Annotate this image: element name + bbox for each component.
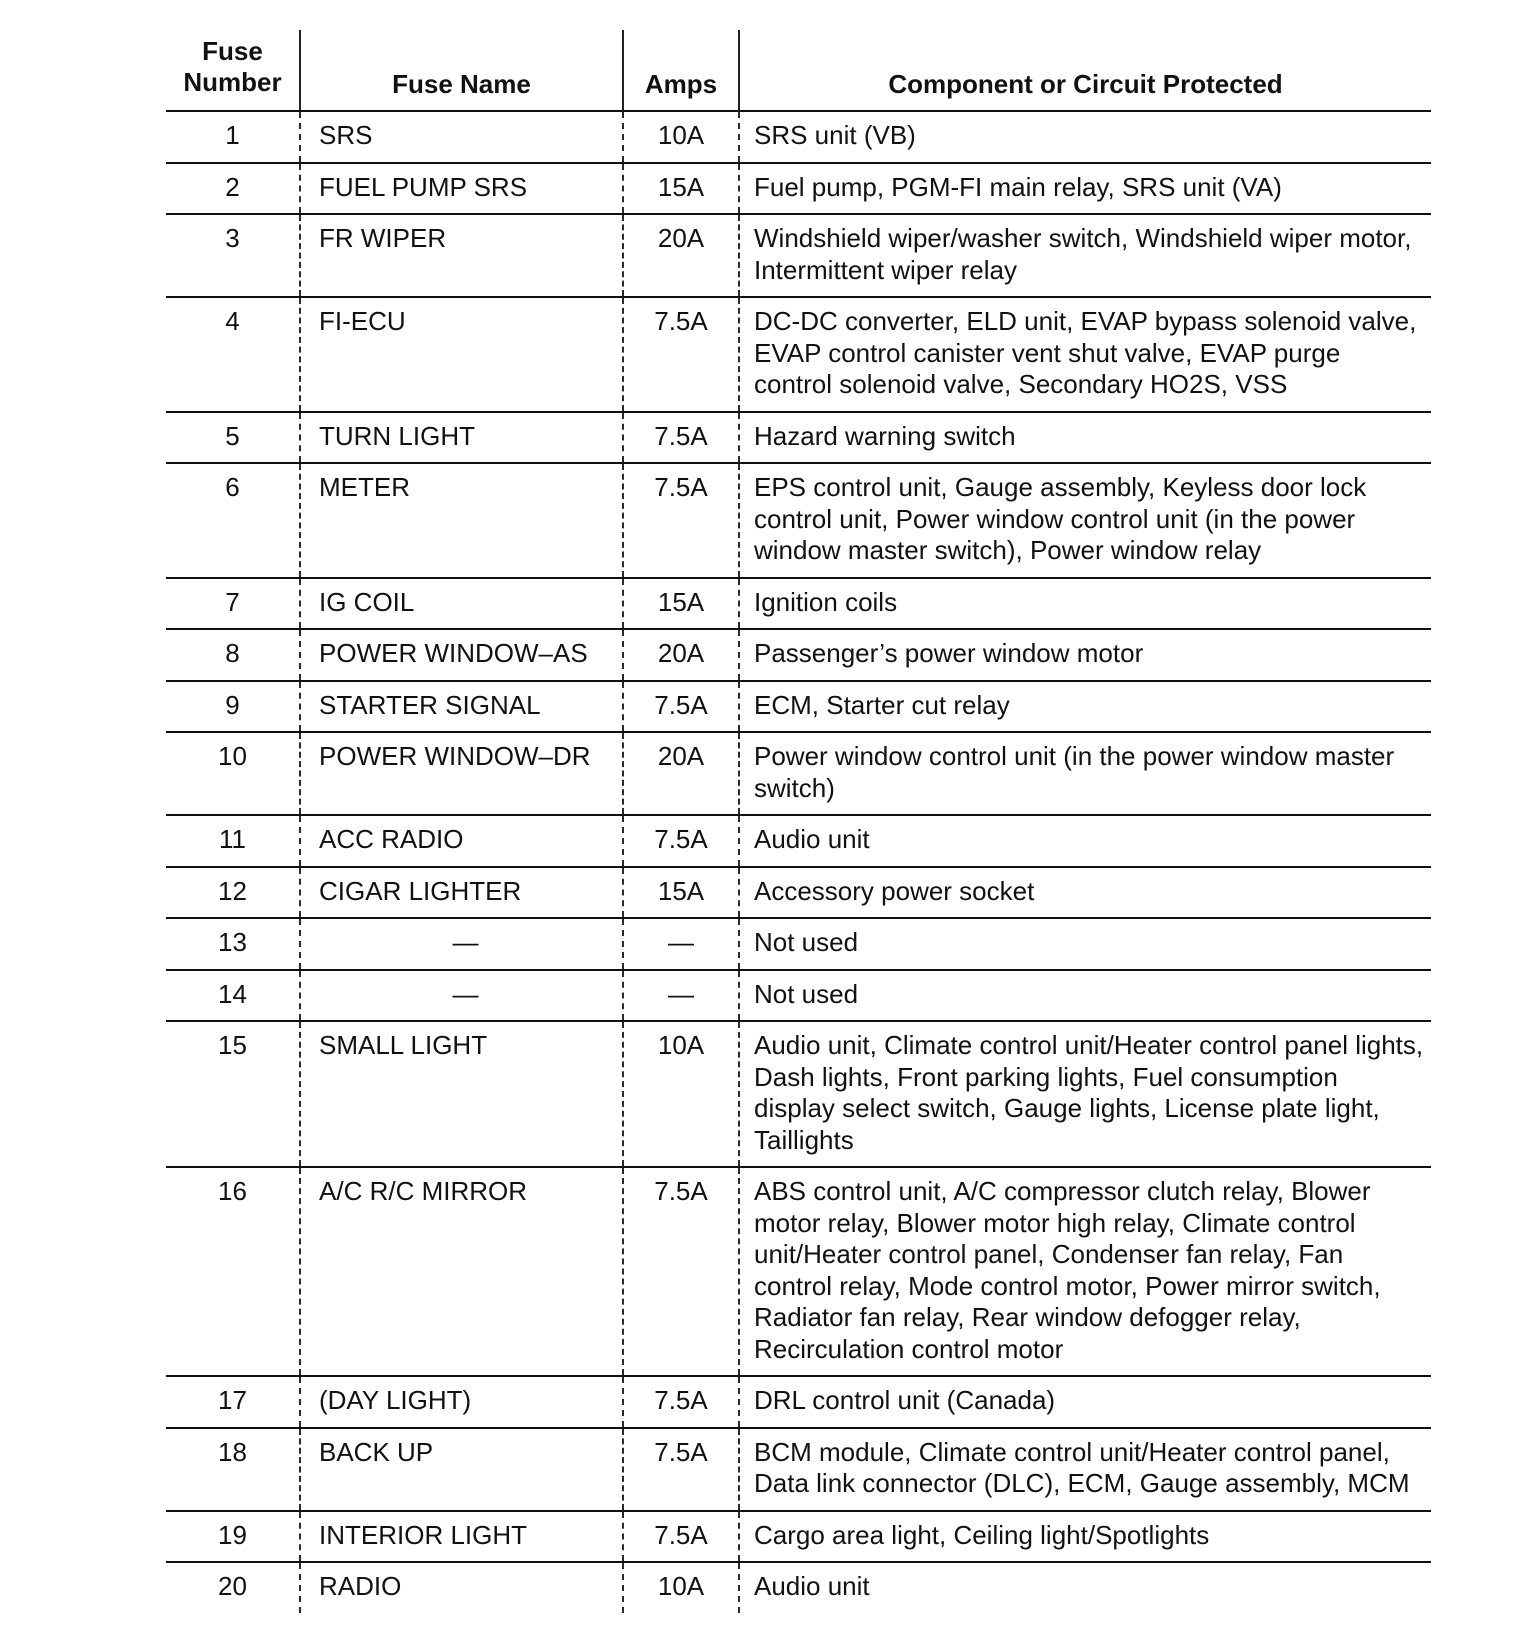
- table-row: [166, 297, 1431, 412]
- fuse-component-cell: SRS unit (VB): [739, 111, 1431, 163]
- table-header-row: [166, 30, 1431, 111]
- fuse-name-cell: FI-ECU: [300, 297, 623, 412]
- fuse-component-cell: Not used: [739, 970, 1431, 1022]
- header-fuse-number-line1: Fuse: [202, 36, 263, 66]
- fuse-name-cell: FR WIPER: [300, 214, 623, 297]
- fuse-name-cell: (DAY LIGHT): [300, 1376, 623, 1428]
- table-row: [166, 629, 1431, 681]
- fuse-name-cell: BACK UP: [300, 1428, 623, 1511]
- table-row: [166, 1428, 1431, 1511]
- fuse-amps-cell: 10A: [623, 1021, 739, 1167]
- fuse-amps-cell: 15A: [623, 867, 739, 919]
- fuse-number-cell: 6: [166, 463, 300, 578]
- fuse-name-cell: RADIO: [300, 1562, 623, 1613]
- fuse-number-cell: 7: [166, 578, 300, 630]
- fuse-number-cell: 8: [166, 629, 300, 681]
- table-row: [166, 412, 1431, 464]
- header-component: Component or Circuit Protected: [739, 30, 1431, 111]
- fuse-name-cell: —: [300, 918, 623, 970]
- fuse-number-cell: 16: [166, 1167, 300, 1376]
- table-row: [166, 1167, 1431, 1376]
- table-row: [166, 111, 1431, 163]
- fuse-component-cell: Power window control unit (in the power window master switch): [739, 732, 1431, 815]
- table-row: [166, 463, 1431, 578]
- fuse-number-cell: 11: [166, 815, 300, 867]
- header-fuse-number-line2: Number: [183, 67, 282, 97]
- fuse-name-cell: STARTER SIGNAL: [300, 681, 623, 733]
- fuse-component-cell: Audio unit: [739, 815, 1431, 867]
- fuse-amps-cell: 7.5A: [623, 1428, 739, 1511]
- fuse-amps-cell: 20A: [623, 629, 739, 681]
- fuse-table: [166, 30, 1431, 1613]
- fuse-amps-cell: 20A: [623, 732, 739, 815]
- fuse-amps-cell: 10A: [623, 1562, 739, 1613]
- fuse-amps-cell: 10A: [623, 111, 739, 163]
- fuse-amps-cell: 7.5A: [623, 815, 739, 867]
- fuse-number-cell: 17: [166, 1376, 300, 1428]
- fuse-amps-cell: 7.5A: [623, 1167, 739, 1376]
- fuse-name-cell: A/C R/C MIRROR: [300, 1167, 623, 1376]
- fuse-number-cell: 14: [166, 970, 300, 1022]
- table-row: [166, 681, 1431, 733]
- table-row: [166, 578, 1431, 630]
- fuse-table-page: [166, 30, 1431, 1613]
- fuse-amps-cell: 7.5A: [623, 681, 739, 733]
- table-row: [166, 1511, 1431, 1563]
- fuse-amps-cell: 7.5A: [623, 1376, 739, 1428]
- fuse-number-cell: 2: [166, 163, 300, 215]
- fuse-amps-cell: —: [623, 918, 739, 970]
- fuse-number-cell: 1: [166, 111, 300, 163]
- fuse-component-cell: Accessory power socket: [739, 867, 1431, 919]
- table-row: [166, 867, 1431, 919]
- fuse-number-cell: 20: [218, 1571, 247, 1601]
- fuse-name-cell: FUEL PUMP SRS: [300, 163, 623, 215]
- fuse-component-cell: Cargo area light, Ceiling light/Spotlights: [739, 1511, 1431, 1563]
- table-row: [166, 214, 1431, 297]
- fuse-amps-cell: 15A: [623, 578, 739, 630]
- table-row: [166, 732, 1431, 815]
- fuse-component-cell: DRL control unit (Canada): [739, 1376, 1431, 1428]
- header-fuse-name: Fuse Name: [300, 30, 623, 111]
- fuse-number-cell: 4: [166, 297, 300, 412]
- fuse-number-cell: 18: [166, 1428, 300, 1511]
- table-row: [166, 1376, 1431, 1428]
- fuse-name-cell: SRS: [300, 111, 623, 163]
- fuse-component-cell: Audio unit, Climate control unit/Heater control panel lights, Dash lights, Front parking lights, Fuel consumption display select switch, Gauge lights, License plate light, Taillights: [739, 1021, 1431, 1167]
- fuse-amps-cell: 15A: [623, 163, 739, 215]
- fuse-amps-cell: 20A: [623, 214, 739, 297]
- fuse-name-cell: INTERIOR LIGHT: [300, 1511, 623, 1563]
- fuse-number-cell: 9: [166, 681, 300, 733]
- header-fuse-number: [166, 30, 300, 111]
- fuse-amps-cell: 7.5A: [623, 412, 739, 464]
- fuse-number-cell: 10: [166, 732, 300, 815]
- fuse-name-cell: ACC RADIO: [300, 815, 623, 867]
- fuse-component-cell: Passenger’s power window motor: [739, 629, 1431, 681]
- table-row: [166, 1021, 1431, 1167]
- fuse-component-cell: Fuel pump, PGM-FI main relay, SRS unit (VA): [739, 163, 1431, 215]
- fuse-component-cell: ECM, Starter cut relay: [739, 681, 1431, 733]
- fuse-component-cell: BCM module, Climate control unit/Heater control panel, Data link connector (DLC), ECM, Gauge assembly, MCM: [739, 1428, 1431, 1511]
- table-row: [166, 918, 1431, 970]
- fuse-name-cell: IG COIL: [300, 578, 623, 630]
- fuse-component-cell: Hazard warning switch: [739, 412, 1431, 464]
- fuse-component-cell: DC-DC converter, ELD unit, EVAP bypass solenoid valve, EVAP control canister vent shut valve, EVAP purge control solenoid valve, Secondary HO2S, VSS: [739, 297, 1431, 412]
- fuse-table-body: [166, 111, 1431, 1613]
- fuse-component-cell: Windshield wiper/washer switch, Windshield wiper motor, Intermittent wiper relay: [739, 214, 1431, 297]
- fuse-component-cell: EPS control unit, Gauge assembly, Keyless door lock control unit, Power window control unit (in the power window master switch), Power window relay: [739, 463, 1431, 578]
- fuse-number-cell: 3: [166, 214, 300, 297]
- fuse-name-cell: SMALL LIGHT: [300, 1021, 623, 1167]
- fuse-number-cell: 15: [166, 1021, 300, 1167]
- fuse-component-cell: Not used: [739, 918, 1431, 970]
- fuse-component-cell: Audio unit: [739, 1562, 1431, 1613]
- fuse-amps-cell: —: [623, 970, 739, 1022]
- fuse-name-cell: TURN LIGHT: [300, 412, 623, 464]
- table-row: [166, 163, 1431, 215]
- fuse-number-cell: 13: [166, 918, 300, 970]
- fuse-name-cell: METER: [300, 463, 623, 578]
- fuse-name-cell: POWER WINDOW–DR: [300, 732, 623, 815]
- fuse-amps-cell: 7.5A: [623, 463, 739, 578]
- fuse-number-cell: 5: [166, 412, 300, 464]
- fuse-component-cell: ABS control unit, A/C compressor clutch relay, Blower motor relay, Blower motor high relay, Climate control unit/Heater control panel, Condenser fan relay, Fan control relay, Mode control motor, Power mirror switch, Radiator fan relay, Rear window defogger relay, Recirculation control motor: [739, 1167, 1431, 1376]
- fuse-amps-cell: 7.5A: [623, 1511, 739, 1563]
- fuse-name-cell: CIGAR LIGHTER: [300, 867, 623, 919]
- fuse-number-cell: 12: [166, 867, 300, 919]
- header-amps: Amps: [623, 30, 739, 111]
- table-row: [166, 1562, 1431, 1613]
- fuse-amps-cell: 7.5A: [623, 297, 739, 412]
- fuse-name-cell: —: [300, 970, 623, 1022]
- fuse-component-cell: Ignition coils: [739, 578, 1431, 630]
- fuse-number-cell: 19: [166, 1511, 300, 1563]
- table-row: [166, 815, 1431, 867]
- fuse-name-cell: POWER WINDOW–AS: [300, 629, 623, 681]
- table-row: [166, 970, 1431, 1022]
